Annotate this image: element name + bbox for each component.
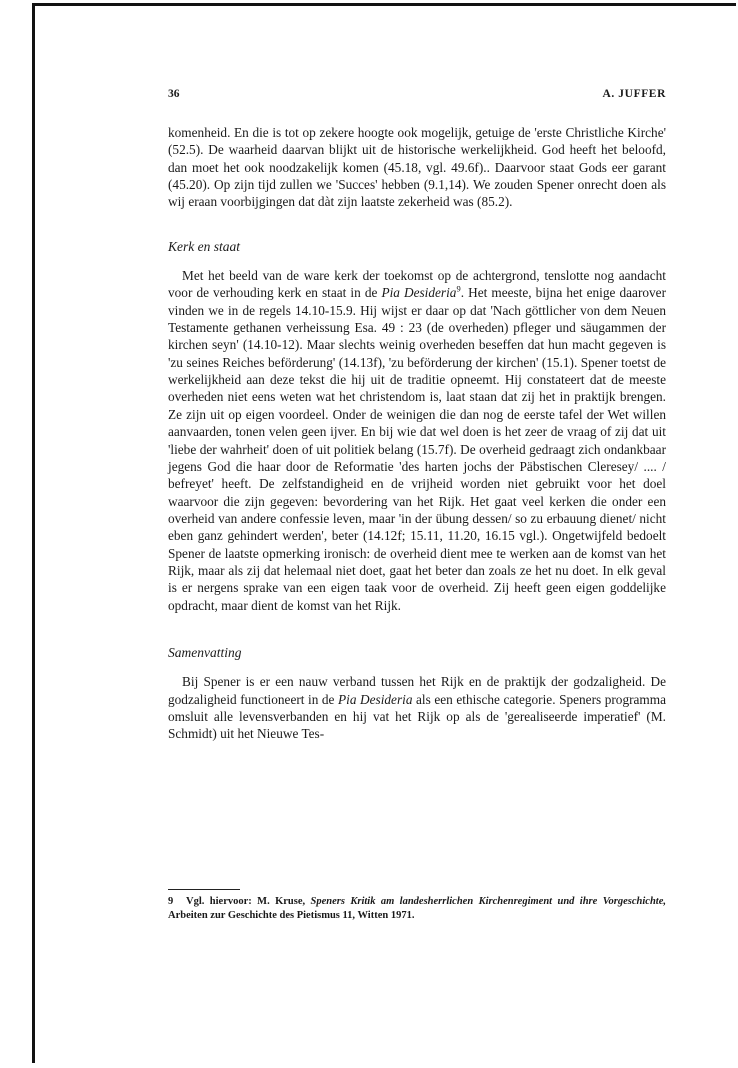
footnote-number: 9 (168, 896, 174, 907)
footnote-rule (168, 889, 240, 890)
footnote (168, 895, 666, 923)
page-number: 36 (168, 88, 180, 100)
running-head: A. JUFFER (602, 88, 666, 100)
page-header (168, 88, 666, 104)
paragraph-intro: komenheid. En die is tot op zekere hoogte ook mogelijk, getuige de 'erste Christliche Kirche' (52.5). De waarheid daarvan blijkt uit de historische werkelijkheid. God heeft het beloofd, dan moet het ook noodzakelijk komen (45.18, vgl. 49.6f).. Daarvoor staat Gods eer garant (45.20). Op zijn tijd zullen we 'Succes' hebben (9.1,14). We zouden Spener onrecht doen als wij eraan voorbijgingen dat dàt zijn laatste zekerheid was (85.2). (168, 125, 666, 210)
footnote-text: Vgl. hiervoor: M. Kruse, (186, 896, 311, 907)
paragraph-samenvatting (168, 673, 666, 742)
paragraph-text: als een ethische categorie. Speners programma omsluit alle levensverbanden en hij vat het Rijk op als de 'gerealiseerde imperatief' (M. Schmidt) uit het Nieuwe Tes- (168, 691, 667, 742)
paragraph-text: . Het meeste, bijna het enige daarover vinden we in de regels 14.10-15.9. Hij wijst er daar op dat 'Nach göttlicher von dem Neuen Testamente gethanen verheissung Esa. 49 : 23 (de overheden) pfleger und säugammen der kirchen seyn' (14.10-12). Maar slechts weinig overheden beseffen dat hun macht gegeven is 'zu seines Reiches beförderung' (14.13f), 'zu beförderung der kirchen' (15.1). Spener toetst de werkelijkheid aan deze tekst die hij uit de traditie opneemt. Hij constateert dat de meeste overheden niet eens weten wat het christendom is, laat staan dat zij het in praktijk brengen. Ze zijn uit op eigen voordeel. Onder de weinigen die dan nog de eerste tafel der Wet willen aanvaarden, tonen velen geen ijver. En bij wie dat wel doen is het zeer de vraag of zij dat uit 'liebe der wahrheit' doen of uit politiek belang (15.7f). De overheid gedraagt zich ondankbaar jegens God die haar door de Reformatie 'des harten jochs der Päbstischen Cleresey/ .... / befreyet' heeft. De zelfstandigheid en de vrijheid worden niet gebruikt voor het doel waarvoor die zijn gegeven: bevordering van het Rijk. Het gaat veel kerken die onder een overheid van andere confessie leven, maar 'in der übung dessen/ so zu erbauung dienet/ nicht eben ganz gehindert werden', beter (14.12f; 15.11, 11.20, 16.15 vgl.). Ongetwijfeld bedoelt Spener de laatste opmerking ironisch: de overheid dient mee te werken aan de komst van het Rijk, maar als zij dat helemaal niet doet, gaat het beter dan zoals ze het nu doet. In elk geval is er nergens sprake van een eigen taak voor de overheid. Zij heeft geen eigen goddelijke opdracht, maar dient de komst van het Rijk. (168, 285, 667, 613)
section-title-kerk-en-staat: Kerk en staat (168, 238, 240, 254)
paragraph-kerk-en-staat (168, 267, 666, 614)
paragraph-text: Met het beeld van de ware kerk der toekomst op de achtergrond, tenslotte nog aandacht voor de verhouding kerk en staat in de (168, 268, 666, 301)
main-text (168, 124, 666, 743)
footnote-text: Arbeiten zur Geschichte des Pietismus 11, Witten 1971. (168, 910, 415, 921)
section-title-samenvatting: Samenvatting (168, 644, 242, 660)
work-title: Pia Desideria (381, 285, 457, 301)
work-title: Pia Desideria (338, 691, 413, 707)
paragraph-text: Bij Spener is er een nauw verband tussen het Rijk en de praktijk der godzaligheid. De godzaligheid functioneert in de (168, 674, 666, 707)
footnote-work-title: Speners Kritik am landesherrlichen Kirchenregiment und ihre Vorgeschichte, (310, 896, 666, 907)
footnote-ref: 9 (456, 283, 461, 294)
